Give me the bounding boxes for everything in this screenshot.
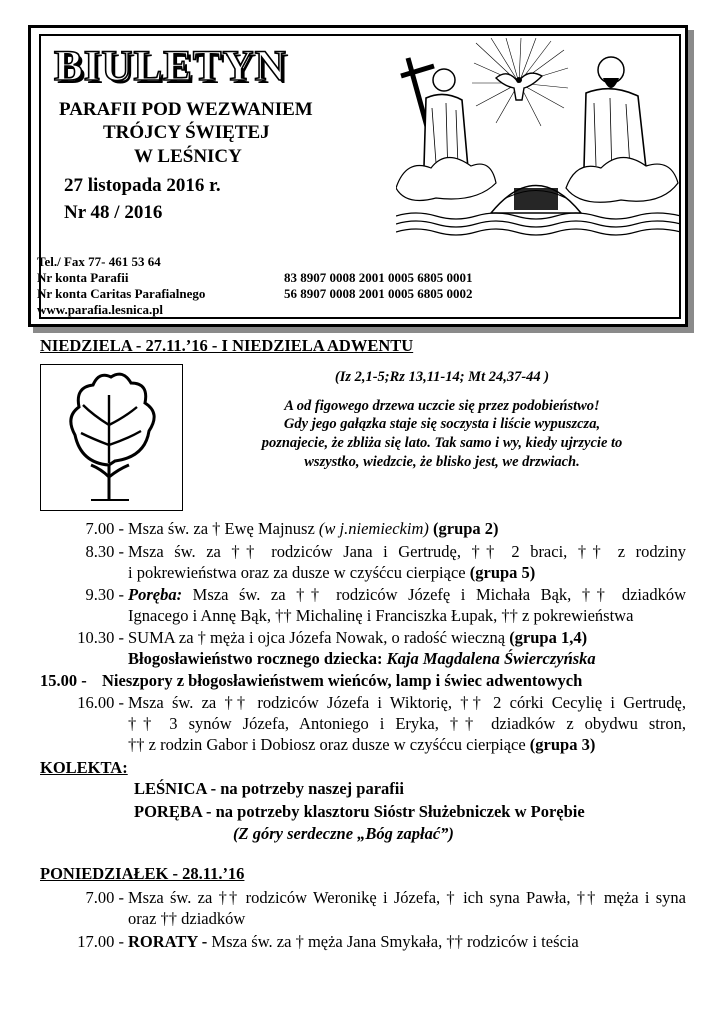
mass-intention: Msza św. za †† rodziców Jana i Gertrudę, †† 2 braci, †† z rodziny i pokrewieństwa oraz za dusze w czyśćcu cierpiące (grupa 5) <box>128 542 686 582</box>
header-shadow-bottom <box>33 327 694 333</box>
mass-intention: Msza św. za †† rodziców Józefa i Wiktorię, †† 2 córki Cecylię i Gertrudę, †† 3 synów Józefa, Antoniego i Eryka, †† dziadków z obydwu stron, †† z rodzin Gabor i Dobiosz oraz dusze w czyśćcu cierpiące (grupa 3) <box>128 693 686 754</box>
monday-heading: PONIEDZIAŁEK - 28.11.’16 <box>40 864 245 883</box>
contact-caritas-account-label: Nr konta Caritas Parafialnego <box>37 286 206 301</box>
scripture-references: (Iz 2,1-5;Rz 13,11-14; Mt 24,37-44 ) <box>334 369 550 385</box>
mass-entry-0830 <box>40 541 686 583</box>
mass-entry-0930 <box>40 584 686 626</box>
fig-tree-icon <box>41 365 181 509</box>
header-shadow-right <box>688 30 694 332</box>
mass-time: 8.30 - <box>85 542 124 561</box>
subtitle-line-1: PARAFII POD WEZWANIEM <box>59 99 313 120</box>
mass-time: 7.00 - <box>85 888 124 907</box>
mass-intention: SUMA za † męża i ojca Józefa Nowak, o radość wieczną (grupa 1,4) Błogosławieństwo rocznego dziecka: Kaja Magdalena Świerczyńska <box>128 628 596 668</box>
mass-intention: Msza św. za † Ewę Majnusz (w j.niemieckim) (grupa 2) <box>128 519 499 538</box>
contact-parish-account-label: Nr konta Parafii <box>37 270 129 285</box>
monday-mass-1700 <box>40 931 686 952</box>
dove-icon <box>496 73 542 100</box>
gospel-quote-line-2: Gdy jego gałązka staje się soczysta i liście wypuszcza, <box>283 416 601 432</box>
vespers-time: 15.00 - <box>40 671 87 690</box>
holy-trinity-illustration <box>396 38 681 238</box>
contact-phone: Tel./ Fax 77- 461 53 64 <box>37 254 161 269</box>
mass-time: 10.30 - <box>77 628 124 647</box>
gospel-quote-line-1: A od figowego drzewa uczcie się przez podobieństwo! <box>284 398 600 414</box>
mass-entry-1600 <box>40 692 686 755</box>
waves <box>396 213 681 235</box>
issue-number: Nr 48 / 2016 <box>64 202 163 223</box>
mass-time: 17.00 - <box>77 932 124 951</box>
mass-time: 16.00 - <box>77 693 124 712</box>
bulletin-title: BIULETYN <box>54 43 287 90</box>
gospel-quote-line-3: poznajecie, że zbliża się lato. Tak samo i wy, kiedy ujrzycie to <box>261 435 623 451</box>
collection-thanks: (Z góry serdeczne „Bóg zapłać”) <box>233 824 454 843</box>
vespers-description: Nieszpory z błogosławieństwem wieńców, lamp i świec adwentowych <box>102 671 583 690</box>
issue-date: 27 listopada 2016 r. <box>64 175 221 196</box>
sunday-heading: NIEDZIELA - 27.11.’16 - I NIEDZIELA ADWENTU <box>40 336 414 355</box>
mass-entry-0700 <box>40 518 686 539</box>
mass-time: 9.30 - <box>85 585 124 604</box>
vespers-entry-1500 <box>40 670 686 691</box>
contact-website: www.parafia.lesnica.pl <box>37 302 164 317</box>
monday-mass-0700 <box>40 887 686 929</box>
mass-intention: RORATY - Msza św. za † męża Jana Smykała, †† rodziców i teścia <box>128 932 579 951</box>
collection-lesnica: LEŚNICA - na potrzeby naszej parafii <box>134 779 404 798</box>
gospel-quote-line-4: wszystko, wiedzcie, że blisko jest, we drzwiach. <box>304 454 580 470</box>
mass-intention: Msza św. za †† rodziców Weronikę i Józefa, † ich syna Pawła, †† męża i syna oraz †† dziadków <box>128 888 686 928</box>
mass-intention: Poręba: Msza św. za †† rodziców Józefę i Michała Bąk, †† dziadków Ignacego i Annę Bąk, †† Michalinę i Franciszka Łupak, †† z pokrewieństwa <box>128 585 686 625</box>
subtitle-line-2: TRÓJCY ŚWIĘTEJ <box>103 122 270 143</box>
contact-caritas-account-number: 56 8907 0008 2001 0005 6805 0002 <box>284 286 473 301</box>
mass-entry-1030 <box>40 627 686 669</box>
collection-heading: KOLEKTA: <box>40 758 128 777</box>
collection-poreba: PORĘBA - na potrzeby klasztoru Sióstr Służebniczek w Porębie <box>134 802 585 821</box>
fig-tree-image-frame <box>40 364 183 511</box>
contact-parish-account-number: 83 8907 0008 2001 0005 6805 0001 <box>284 270 473 285</box>
mass-time: 7.00 - <box>85 519 124 538</box>
subtitle-line-3: W LEŚNICY <box>134 146 242 167</box>
